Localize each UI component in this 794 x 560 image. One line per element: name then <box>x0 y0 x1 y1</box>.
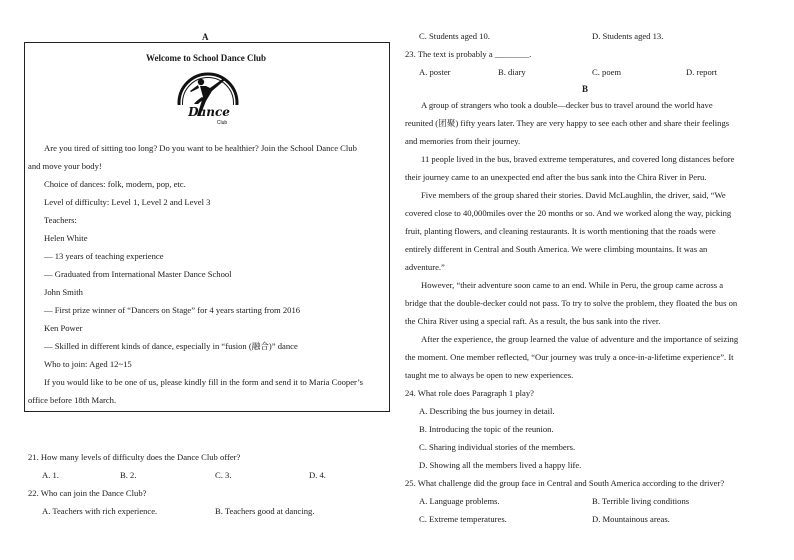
q24-option-b: B. Introducing the topic of the reunion. <box>419 424 554 434</box>
logo-club-text: Club <box>216 120 228 126</box>
passage-line: the moment. One member reflected, “Our journey was truly a once-in-a-lifetime experience”. It <box>405 352 734 362</box>
q25-option-c: C. Extreme temperatures. <box>419 514 507 524</box>
question-25: 25. What challenge did the group face in Central and South America according to the driver? <box>405 478 725 488</box>
poster-line: Helen White <box>44 233 88 243</box>
q21-option-c: C. 3. <box>215 470 232 480</box>
passage-line: fruit, planting flowers, and cleaning restaurants. It is worth mentioning that the roads were <box>405 226 716 236</box>
question-24: 24. What role does Paragraph 1 play? <box>405 388 534 398</box>
passage-line: adventure.” <box>405 262 445 272</box>
passage-line: After the experience, the group learned the value of adventure and the importance of seizing <box>421 334 739 344</box>
logo-dance-text: Dance <box>188 105 230 119</box>
poster-line: Teachers: <box>44 215 77 225</box>
poster-line: Choice of dances: folk, modern, pop, etc. <box>44 179 186 189</box>
dance-club-logo <box>176 71 240 135</box>
passage-line: bridge that the double-decker could not pass. To try to solve the problem, they floated the bus on <box>405 298 738 308</box>
q23-option-a: A. poster <box>419 67 451 77</box>
poster-line: and move your body! <box>28 161 102 171</box>
q25-option-d: D. Mountainous areas. <box>592 514 670 524</box>
q21-option-b: B. 2. <box>120 470 137 480</box>
question-22: 22. Who can join the Dance Club? <box>28 488 147 498</box>
passage-line: the Chira River using a special raft. As a result, the bus sank into the river. <box>405 316 661 326</box>
poster-line: — 13 years of teaching experience <box>44 251 164 261</box>
passage-line: 11 people lived in the bus, braved extreme temperatures, and covered long distances before <box>421 154 735 164</box>
section-letter-a: A <box>202 32 209 42</box>
poster-line: Who to join: Aged 12~15 <box>44 359 132 369</box>
poster-line: Ken Power <box>44 323 83 333</box>
section-letter-b: B <box>582 84 589 94</box>
q25-option-a: A. Language problems. <box>419 496 500 506</box>
poster-title: Welcome to School Dance Club <box>146 53 266 63</box>
poster-line: — Graduated from International Master Dance School <box>44 269 232 279</box>
poster-line: Are you tired of sitting too long? Do you want to be healthier? Join the School Dance Club <box>44 143 357 153</box>
passage-line: Five members of the group shared their stories. David McLaughlin, the driver, said, “We <box>421 190 726 200</box>
poster-line: — Skilled in different kinds of dance, especially in “fusion (融合)” dance <box>44 341 298 351</box>
q23-option-b: B. diary <box>498 67 526 77</box>
poster-line: office before 18th March. <box>28 395 117 405</box>
q24-option-a: A. Describing the bus journey in detail. <box>419 406 555 416</box>
passage-line: their journey came to an unexpected end after the bus sank into the Chira River in Peru. <box>405 172 707 182</box>
passage-line: entirely different in Central and South America. We were climbing mountains. It was an <box>405 244 708 254</box>
passage-line: A group of strangers who took a double—decker bus to travel around the world have <box>421 100 713 110</box>
passage-line: and memories from their journey. <box>405 136 521 146</box>
poster-line: Level of difficulty: Level 1, Level 2 and Level 3 <box>44 197 211 207</box>
passage-line: reunited (团聚) fifty years later. They are very happy to see each other and share their feelings <box>405 118 730 128</box>
q25-option-b: B. Terrible living conditions <box>592 496 690 506</box>
q23-option-c: C. poem <box>592 67 622 77</box>
q21-option-d: D. 4. <box>309 470 326 480</box>
passage-line: covered close to 40,000miles over the 20 months or so. And we worked along the way, picking <box>405 208 732 218</box>
right-column <box>400 0 794 560</box>
poster-line: If you would like to be one of us, please kindly fill in the form and send it to Maria Cooper’s <box>44 377 363 387</box>
q22-option-b: B. Teachers good at dancing. <box>215 506 315 516</box>
passage-line: However, “their adventure soon came to an end. While in Peru, the group came across a <box>421 280 724 290</box>
q23-option-d: D. report <box>686 67 718 77</box>
passage-line: taught me to always be open to new experiences. <box>405 370 574 380</box>
poster-line: — First prize winner of “Dancers on Stage” for 4 years starting from 2016 <box>44 305 301 315</box>
question-23: 23. The text is probably a ________. <box>405 49 532 59</box>
poster-line: John Smith <box>44 287 83 297</box>
q24-option-c: C. Sharing individual stories of the members. <box>419 442 576 452</box>
q24-option-d: D. Showing all the members lived a happy life. <box>419 460 582 470</box>
q22-option-d: D. Students aged 13. <box>592 31 664 41</box>
q22-option-c: C. Students aged 10. <box>419 31 490 41</box>
q22-option-a: A. Teachers with rich experience. <box>42 506 158 516</box>
q21-option-a: A. 1. <box>42 470 59 480</box>
question-21: 21. How many levels of difficulty does the Dance Club offer? <box>28 452 241 462</box>
